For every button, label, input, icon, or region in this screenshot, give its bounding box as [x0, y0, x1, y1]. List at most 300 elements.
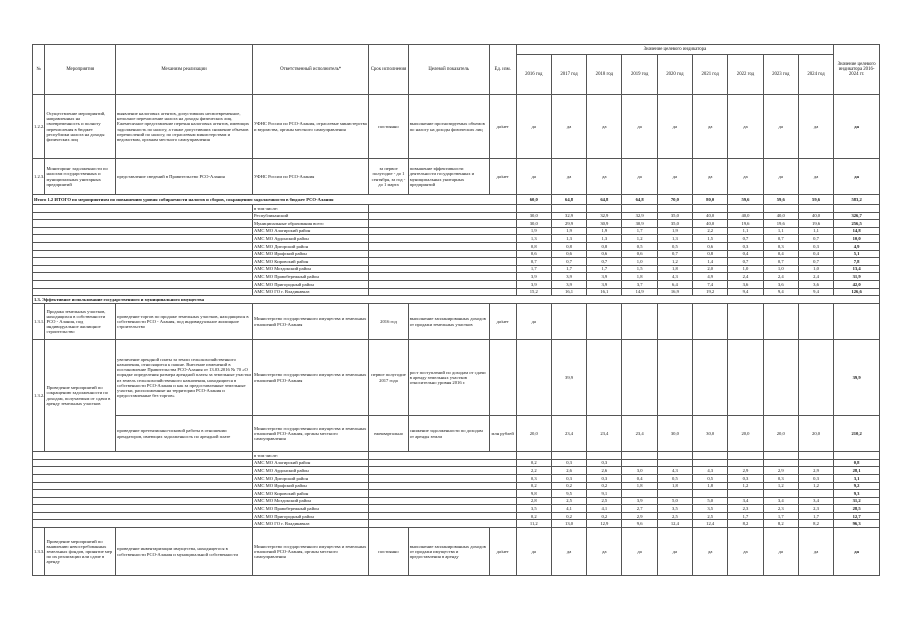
- measure-text: Мониторинг задолженности по налогам государственных и муниципальных унитарных предприятий: [45, 159, 116, 195]
- blank-cell: [369, 474, 516, 482]
- measure-row: [33, 304, 880, 340]
- total-cell: 10,0: [834, 235, 880, 243]
- municipality-name: АМС МО Пригородный район: [253, 280, 369, 288]
- blank-cell: [369, 205, 516, 213]
- value-cell: [516, 452, 551, 460]
- unit-text: [489, 340, 516, 416]
- blank-cell: [33, 242, 253, 250]
- value-cell: 1,7: [798, 512, 833, 520]
- value-cell: [798, 205, 833, 213]
- blank-cell: [33, 273, 253, 281]
- value-cell: 19,6: [798, 220, 833, 228]
- value-cell: [728, 490, 763, 498]
- value-cell: 1,8: [693, 482, 728, 490]
- blank-cell: [33, 280, 253, 288]
- value-cell: 13,0: [551, 520, 586, 528]
- value-cell: 0,6: [516, 250, 551, 258]
- target-text: снижение задолженности по доходам от аренды земли: [408, 416, 489, 452]
- total-cell: 13,4: [834, 265, 880, 273]
- value-cell: 0,7: [516, 258, 551, 266]
- measure-row: [33, 416, 880, 452]
- value-cell: 1,2: [798, 482, 833, 490]
- executor-text: УФНС России по РСО-Алания, отраслевые министерства и ведомства, органы местного самоуправления: [253, 95, 369, 159]
- target-text: повышение эффективности деятельности государственных и муниципальных унитарных предприятий: [408, 159, 489, 195]
- row-number: 1.3.2.: [33, 340, 45, 452]
- value-cell: 3,5: [657, 505, 692, 513]
- total-cell: 96,3: [834, 520, 880, 528]
- total-cell: 9,2: [834, 482, 880, 490]
- sub-row: [33, 227, 880, 235]
- value-cell: 32,9: [622, 212, 657, 220]
- value-cell: 1,0: [622, 258, 657, 266]
- value-cell: [763, 205, 798, 213]
- value-cell: 2,5: [551, 497, 586, 505]
- value-cell: 1,5: [622, 265, 657, 273]
- measure-row: [33, 95, 880, 159]
- value-cell: [551, 205, 586, 213]
- value-cell: да: [622, 95, 657, 159]
- value-cell: 0,2: [516, 512, 551, 520]
- deadline-text: ежеквартально: [369, 416, 408, 452]
- row-number: 1.2.2.: [33, 95, 45, 159]
- total-cell: 42,0: [834, 280, 880, 288]
- total-cell: 583,2: [834, 195, 880, 205]
- value-cell: [622, 459, 657, 467]
- municipality-name: АМС МО ГО г. Владикавказ: [253, 520, 369, 528]
- value-cell: да: [516, 159, 551, 195]
- value-cell: 4,3: [693, 467, 728, 475]
- value-cell: 3,5: [516, 505, 551, 513]
- municipality-name: АМС МО Дигорский район: [253, 474, 369, 482]
- value-cell: [763, 459, 798, 467]
- value-cell: 2,9: [728, 467, 763, 475]
- header-year: 2023 год: [763, 55, 798, 95]
- value-cell: 0,6: [622, 250, 657, 258]
- deadline-text: постоянно: [369, 95, 408, 159]
- value-cell: 1,1: [798, 227, 833, 235]
- value-cell: 0,3: [763, 242, 798, 250]
- measure-text: Проведение мероприятий по выявлению невостребованных земельных фондов, принятие мер по их реализации или сдаче в аренду: [45, 528, 116, 576]
- value-cell: 1,0: [763, 265, 798, 273]
- value-cell: [763, 452, 798, 460]
- value-cell: [622, 452, 657, 460]
- blank-cell: [33, 452, 253, 460]
- value-cell: 19,2: [693, 288, 728, 296]
- value-cell: [728, 304, 763, 340]
- value-cell: 0,4: [763, 250, 798, 258]
- header-unit: Ед. изм.: [489, 45, 516, 95]
- value-cell: 0,2: [516, 482, 551, 490]
- value-cell: 2,9: [798, 467, 833, 475]
- value-cell: 0,3: [551, 474, 586, 482]
- value-cell: 2,2: [693, 227, 728, 235]
- value-cell: 8,2: [728, 520, 763, 528]
- value-cell: да: [693, 95, 728, 159]
- value-cell: 0,8: [693, 250, 728, 258]
- value-cell: 0,7: [728, 258, 763, 266]
- value-cell: да: [587, 159, 622, 195]
- municipality-name: АМС МО Правобережный район: [253, 505, 369, 513]
- value-cell: 20,0: [763, 416, 798, 452]
- blank-cell: [369, 497, 516, 505]
- municipality-name: АМС МО Пригородный район: [253, 512, 369, 520]
- value-cell: 12,4: [693, 520, 728, 528]
- value-cell: 59,6: [728, 195, 763, 205]
- value-cell: 2,4: [763, 273, 798, 281]
- unit-text: да/нет: [489, 159, 516, 195]
- value-cell: 5,0: [657, 497, 692, 505]
- value-cell: да: [728, 95, 763, 159]
- header-indicator-group: Значение целевого индикатора: [516, 45, 834, 55]
- blank-cell: [33, 250, 253, 258]
- total-cell: 28,5: [834, 505, 880, 513]
- value-cell: [728, 452, 763, 460]
- value-cell: [693, 340, 728, 416]
- blank-cell: [369, 520, 516, 528]
- value-cell: 3,6: [728, 280, 763, 288]
- value-cell: 2,4: [798, 273, 833, 281]
- value-cell: 1,8: [657, 482, 692, 490]
- value-cell: [728, 340, 763, 416]
- blank-cell: [369, 242, 516, 250]
- value-cell: 30,9: [587, 220, 622, 228]
- target-text: выполнение прогнозируемых объемов по налогу на доходы физических лиц: [408, 95, 489, 159]
- value-cell: 1,0: [728, 265, 763, 273]
- blank-cell: [369, 505, 516, 513]
- header-deadline: Срок исполнения: [369, 45, 408, 95]
- value-cell: 2,3: [728, 505, 763, 513]
- value-cell: 40,0: [798, 212, 833, 220]
- total-cell: 31,2: [834, 497, 880, 505]
- value-cell: [516, 205, 551, 213]
- value-cell: 15,2: [516, 288, 551, 296]
- total-cell: 126,6: [834, 288, 880, 296]
- value-cell: 0,3: [798, 242, 833, 250]
- value-cell: 35,0: [657, 220, 692, 228]
- value-cell: да: [657, 159, 692, 195]
- blank-cell: [369, 265, 516, 273]
- value-cell: [587, 205, 622, 213]
- value-cell: 9,6: [622, 520, 657, 528]
- total-cell: 39,9: [834, 340, 880, 416]
- header-target: Целевой показатель: [408, 45, 489, 95]
- value-cell: 0,2: [587, 482, 622, 490]
- value-cell: да: [798, 528, 833, 576]
- value-cell: 2,3: [798, 505, 833, 513]
- value-cell: 0,8: [587, 242, 622, 250]
- value-cell: 1,9: [587, 227, 622, 235]
- value-cell: 40,0: [693, 212, 728, 220]
- municipality-name: в том числе:: [253, 452, 369, 460]
- value-cell: 2,4: [728, 273, 763, 281]
- value-cell: 0,7: [587, 258, 622, 266]
- mechanism-text: представление сведений в Правительство РСО-Алания: [116, 159, 253, 195]
- municipality-name: АМС МО Алагирский район: [253, 459, 369, 467]
- value-cell: 3,4: [728, 497, 763, 505]
- value-cell: 1,9: [657, 227, 692, 235]
- value-cell: 1,9: [516, 227, 551, 235]
- value-cell: 9,5: [551, 490, 586, 498]
- municipality-name: АМС МО Ирафский район: [253, 250, 369, 258]
- sub-row: [33, 235, 880, 243]
- value-cell: [763, 340, 798, 416]
- measure-text: Осуществление мероприятий, направленных на своевременность и полноту перечисления в бюджет республики налога на доходы физических лиц: [45, 95, 116, 159]
- value-cell: 0,7: [798, 258, 833, 266]
- value-cell: 0,3: [516, 474, 551, 482]
- value-cell: 20,0: [728, 416, 763, 452]
- municipality-name: АМС МО Дигорский район: [253, 242, 369, 250]
- municipality-name: АМС МО Моздокский район: [253, 265, 369, 273]
- value-cell: 64,8: [622, 195, 657, 205]
- sub-row: [33, 258, 880, 266]
- blank-cell: [369, 459, 516, 467]
- value-cell: 2,5: [587, 497, 622, 505]
- value-cell: да: [587, 95, 622, 159]
- total-cell: [834, 304, 880, 340]
- value-cell: 0,7: [728, 235, 763, 243]
- header-year: 2024 год: [798, 55, 833, 95]
- executor-text: Министерство государственного имущества и земельных отношений РСО-Алания, органы местного самоуправления: [253, 528, 369, 576]
- value-cell: 30,0: [516, 212, 551, 220]
- value-cell: 3,9: [551, 273, 586, 281]
- total-cell: 3,1: [834, 474, 880, 482]
- value-cell: да: [551, 159, 586, 195]
- value-cell: 11,2: [516, 520, 551, 528]
- value-cell: 29,9: [551, 220, 586, 228]
- executor-text: Министерство государственного имущества и земельных отношений РСО-Алания: [253, 304, 369, 340]
- value-cell: 32,9: [587, 212, 622, 220]
- total-cell: 14,8: [834, 227, 880, 235]
- value-cell: [587, 304, 622, 340]
- value-cell: [551, 452, 586, 460]
- total-cell: 5,1: [834, 250, 880, 258]
- blank-cell: [33, 490, 253, 498]
- value-cell: да: [798, 159, 833, 195]
- header-year: 2021 год: [693, 55, 728, 95]
- total-cell: да: [834, 528, 880, 576]
- value-cell: 4,1: [587, 505, 622, 513]
- value-cell: [657, 340, 692, 416]
- municipality-name: АМС МО Ардонский район: [253, 467, 369, 475]
- blank-cell: [33, 258, 253, 266]
- value-cell: 2,8: [516, 497, 551, 505]
- sub-row: [33, 520, 880, 528]
- value-cell: 9,1: [587, 490, 622, 498]
- municipality-name: в том числе:: [253, 205, 369, 213]
- value-cell: 0,7: [657, 250, 692, 258]
- value-cell: [693, 459, 728, 467]
- deadline-text: первое полугодие 2017 года: [369, 340, 408, 416]
- value-cell: 7,4: [693, 280, 728, 288]
- value-cell: 19,6: [728, 220, 763, 228]
- value-cell: 35,0: [657, 212, 692, 220]
- deadline-text: 2016 год: [369, 304, 408, 340]
- total-label: Итого 1.2 ИТОГО по мероприятиям по повышению уровня собираемости налогов и сборов, сокращению задолженности в бюджет РСО-Алания: [33, 195, 517, 205]
- value-cell: 3,9: [587, 280, 622, 288]
- value-cell: 0,3: [728, 242, 763, 250]
- sub-row: [33, 220, 880, 228]
- value-cell: [657, 459, 692, 467]
- value-cell: [622, 490, 657, 498]
- sub-row: [33, 474, 880, 482]
- executor-text: УФНС России по РСО-Алания: [253, 159, 369, 195]
- municipality-name: Муниципальные образования всего: [253, 220, 369, 228]
- measure-row: [33, 159, 880, 195]
- blank-cell: [33, 220, 253, 228]
- municipality-name: АМС МО Ардонский район: [253, 235, 369, 243]
- blank-cell: [369, 212, 516, 220]
- value-cell: 0,2: [551, 482, 586, 490]
- value-cell: 3,9: [551, 280, 586, 288]
- blank-cell: [33, 227, 253, 235]
- total-cell: 0,8: [834, 459, 880, 467]
- value-cell: 2,5: [657, 512, 692, 520]
- header-year: 2018 год: [587, 55, 622, 95]
- value-cell: 0,8: [516, 242, 551, 250]
- value-cell: [657, 304, 692, 340]
- value-cell: 60,0: [516, 195, 551, 205]
- value-cell: [798, 459, 833, 467]
- header-year: 2022 год: [728, 55, 763, 95]
- municipality-name: АМС МО Моздокский район: [253, 497, 369, 505]
- value-cell: [728, 459, 763, 467]
- value-cell: 30,0: [516, 220, 551, 228]
- section-row: [33, 296, 880, 304]
- value-cell: 4,9: [693, 273, 728, 281]
- value-cell: 2,6: [551, 467, 586, 475]
- value-cell: 1,7: [516, 265, 551, 273]
- header-year: 2019 год: [622, 55, 657, 95]
- unit-text: да/нет: [489, 528, 516, 576]
- value-cell: 32,9: [551, 212, 586, 220]
- sub-row: [33, 212, 880, 220]
- sub-row: [33, 265, 880, 273]
- sub-row: [33, 273, 880, 281]
- value-cell: 23,4: [587, 416, 622, 452]
- target-text: выполнение запланированных доходов от продажи имущества и предоставления в аренду: [408, 528, 489, 576]
- value-cell: 0,4: [798, 250, 833, 258]
- value-cell: [693, 452, 728, 460]
- header-mechanism: Механизм реализации: [116, 45, 253, 95]
- value-cell: 1,3: [551, 235, 586, 243]
- value-cell: 3,9: [622, 497, 657, 505]
- value-cell: 1,4: [693, 258, 728, 266]
- value-cell: да: [728, 159, 763, 195]
- header-executor: Ответственный исполнитель*: [253, 45, 369, 95]
- municipality-name: АМС МО Правобережный район: [253, 273, 369, 281]
- total-cell: 210,2: [834, 416, 880, 452]
- value-cell: 2,2: [516, 467, 551, 475]
- municipality-name: АМС МО Кировский район: [253, 258, 369, 266]
- total-cell: 12,7: [834, 512, 880, 520]
- value-cell: 9,8: [516, 490, 551, 498]
- deadline-text: постоянно: [369, 528, 408, 576]
- value-cell: 9,4: [728, 288, 763, 296]
- value-cell: 30,9: [622, 220, 657, 228]
- document-sheet: [32, 44, 880, 576]
- value-cell: [551, 304, 586, 340]
- value-cell: да: [622, 528, 657, 576]
- municipality-name: АМС МО Алагирский район: [253, 227, 369, 235]
- value-cell: 0,3: [728, 474, 763, 482]
- value-cell: 1,0: [798, 265, 833, 273]
- total-row: [33, 195, 880, 205]
- value-cell: [693, 304, 728, 340]
- value-cell: [798, 452, 833, 460]
- value-cell: 3,4: [798, 497, 833, 505]
- sub-row: [33, 280, 880, 288]
- sub-row: [33, 467, 880, 475]
- blank-cell: [369, 235, 516, 243]
- value-cell: [693, 205, 728, 213]
- blank-cell: [369, 512, 516, 520]
- total-cell: 326,7: [834, 212, 880, 220]
- row-number: 1.2.3.: [33, 159, 45, 195]
- value-cell: 4,3: [657, 467, 692, 475]
- value-cell: 0,3: [551, 459, 586, 467]
- value-cell: 6,4: [657, 280, 692, 288]
- value-cell: [693, 490, 728, 498]
- value-cell: 0,2: [551, 512, 586, 520]
- value-cell: 0,5: [657, 474, 692, 482]
- blank-cell: [369, 467, 516, 475]
- blank-cell: [33, 265, 253, 273]
- value-cell: 59,6: [763, 195, 798, 205]
- value-cell: [622, 304, 657, 340]
- value-cell: 70,0: [657, 195, 692, 205]
- blank-cell: [33, 497, 253, 505]
- value-cell: 16,9: [657, 288, 692, 296]
- value-cell: 30,0: [657, 416, 692, 452]
- blank-cell: [369, 273, 516, 281]
- value-cell: 2,6: [587, 467, 622, 475]
- total-cell: [834, 205, 880, 213]
- value-cell: 4,1: [551, 505, 586, 513]
- value-cell: 0,3: [763, 474, 798, 482]
- sub-row: [33, 288, 880, 296]
- value-cell: 1,5: [693, 235, 728, 243]
- value-cell: 0,5: [622, 242, 657, 250]
- total-cell: 28,1: [834, 467, 880, 475]
- deadline-text: за первое полугодие - до 1 сентября, за год - до 1 марта: [369, 159, 408, 195]
- mechanism-text: проведение претензионно-исковой работы в отношении арендаторов, имеющих задолженность по арендной плате: [116, 416, 253, 452]
- value-cell: да: [693, 528, 728, 576]
- value-cell: [657, 452, 692, 460]
- value-cell: [587, 452, 622, 460]
- value-cell: 1,7: [622, 227, 657, 235]
- municipality-name: Республиканский: [253, 212, 369, 220]
- value-cell: 64,8: [551, 195, 586, 205]
- value-cell: 3,9: [516, 273, 551, 281]
- value-cell: 0,6: [587, 250, 622, 258]
- value-cell: 2,0: [693, 265, 728, 273]
- value-cell: 0,2: [516, 459, 551, 467]
- unit-text: да/нет: [489, 95, 516, 159]
- measure-row: [33, 340, 880, 416]
- value-cell: да: [693, 159, 728, 195]
- value-cell: 1,7: [587, 265, 622, 273]
- measure-text: Продажа земельных участков, находящихся в собственности РСО - Алания, под индивидуальное жилищное строительство: [45, 304, 116, 340]
- blank-cell: [369, 280, 516, 288]
- value-cell: 64,8: [587, 195, 622, 205]
- value-cell: 1,1: [763, 227, 798, 235]
- value-cell: 3,6: [763, 280, 798, 288]
- value-cell: да: [657, 528, 692, 576]
- value-cell: [798, 340, 833, 416]
- blank-cell: [369, 258, 516, 266]
- value-cell: да: [516, 304, 551, 340]
- value-cell: да: [551, 528, 586, 576]
